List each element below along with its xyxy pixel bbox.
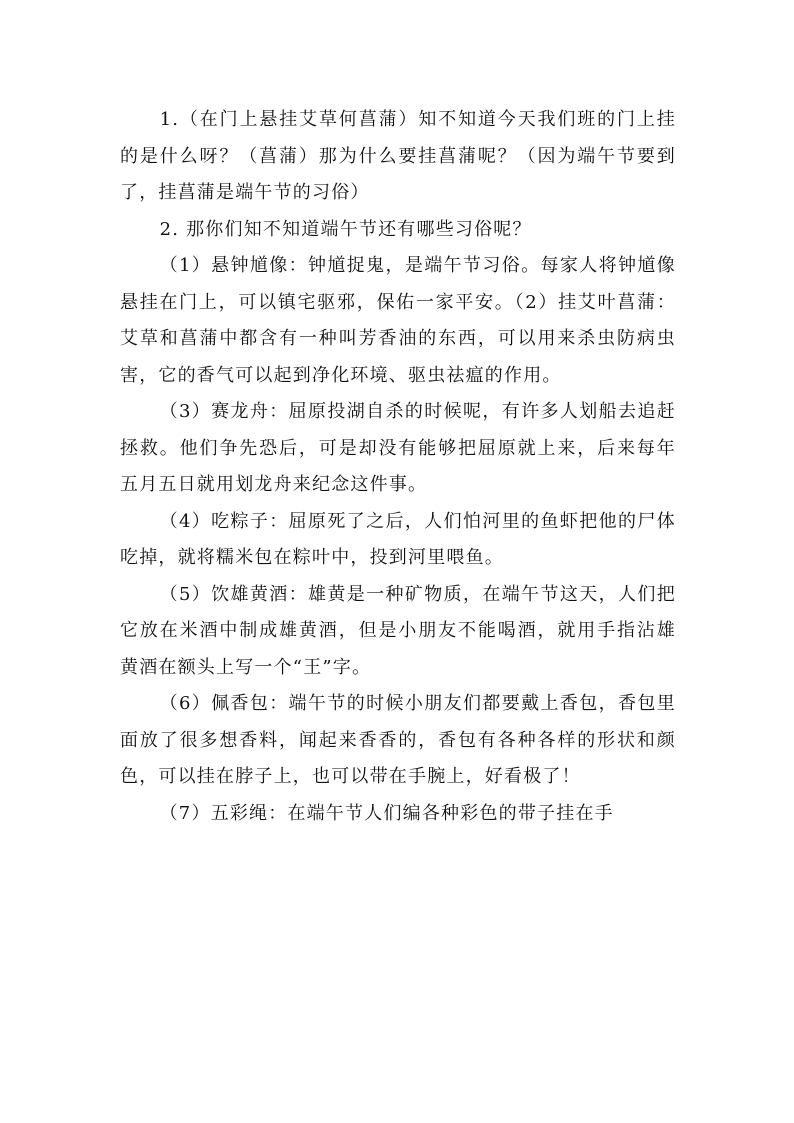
paragraph-hanging-calamus: 1.（在门上悬挂艾草何菖蒲）知不知道今天我们班的门上挂的是什么呀？（菖蒲）那为什么要挂菖蒲呢？（因为端午节要到了，挂菖蒲是端午节的习俗） [120,109,676,203]
paragraph-five-color-rope: （7）五彩绳：在端午节人们编各种彩色的带子挂在手 [159,802,614,824]
paragraph-dragon-boat: （3）赛龙舟：屈原投湖自杀的时候呢，有许多人划船去追赶拯救。他们争先恐后，可是却没有能够把屈原就上来，后来每年五月五日就用划龙舟来纪念这件事。 [120,401,676,495]
paragraph-realgar-wine: （5）饮雄黄酒：雄黄是一种矿物质，在端午节这天，人们把它放在米酒中制成雄黄酒，但是小朋友不能喝酒，就用手指沾雄黄酒在额头上写一个“王”字。 [120,583,676,678]
paragraph-zongzi: （4）吃粽子：屈原死了之后，人们怕河里的鱼虾把他的尸体吃掉，就将糯米包在粽叶中，投到河里喂鱼。 [120,510,676,568]
paragraph-sachet: （6）佩香包：端午节的时候小朋友们都要戴上香包，香包里面放了很多想香料，闻起来香香的，香包有各种各样的形状和颜色，可以挂在脖子上，也可以带在手腕上，好看极了！ [120,693,676,787]
paragraph-other-customs-question: 2. 那你们知不知道端午节还有哪些习俗呢？ [159,218,532,240]
document-body [120,102,676,832]
paragraph-zhongkui-and-mugwort: （1）悬钟馗像：钟馗捉鬼，是端午节习俗。每家人将钟馗像悬挂在门上，可以镇宅驱邪，保佑一家平安。（2）挂艾叶菖蒲：艾草和菖蒲中都含有一种叫芳香油的东西，可以用来杀虫防病虫害，它的香气可以起到净化环境、驱虫祛瘟的作用。 [120,255,676,386]
